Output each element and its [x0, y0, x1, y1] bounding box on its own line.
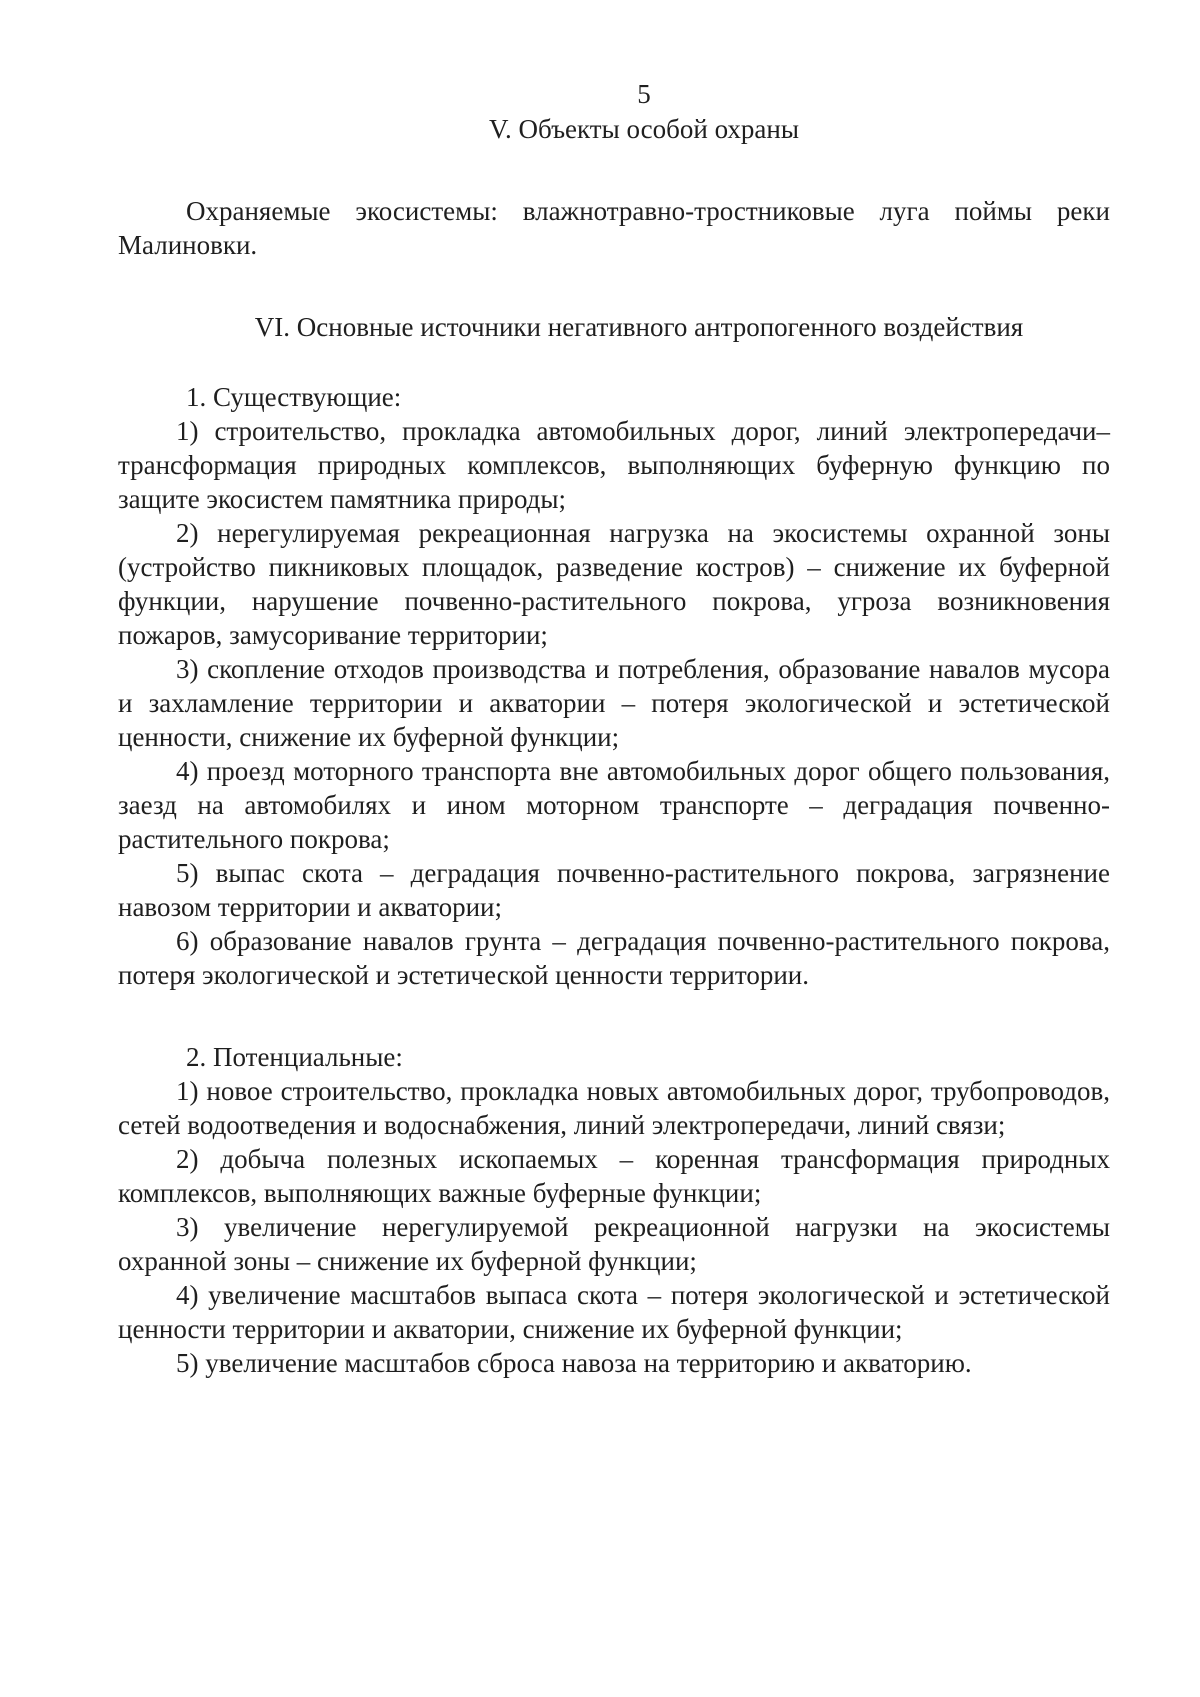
spacer — [118, 146, 1110, 194]
potential-item-2: 2) добыча полезных ископаемых – коренная трансформация природных комплексов, выполняющих важные буферные функции; — [118, 1144, 1110, 1208]
section-5-heading: V. Объекты особой охраны — [489, 114, 799, 144]
page-number: 5 — [637, 79, 651, 109]
potential-item-1: 1) новое строительство, прокладка новых автомобильных дорог, трубопроводов, сетей водоотведения и водоснабжения, линий электропередачи, линий связи; — [118, 1076, 1110, 1140]
spacer — [118, 262, 1110, 310]
existing-item-4: 4) проезд моторного транспорта вне автомобильных дорог общего пользования, заезд на автомобилях и ином моторном транспорте – деградация почвенно-растительного покрова; — [118, 756, 1110, 854]
spacer — [118, 992, 1110, 1040]
existing-item-2: 2) нерегулируемая рекреационная нагрузка на экосистемы охранной зоны (устройство пикниковых площадок, разведение костров) – снижение их буферной функции, нарушение почвенно-растительного покрова, угроза возникновения пожаров, замусоривание территории; — [118, 518, 1110, 650]
existing-item-1: 1) строительство, прокладка автомобильных дорог, линий электропередачи– трансформация природных комплексов, выполняющих буферную функцию по защите экосистем памятника природы; — [118, 416, 1110, 514]
existing-item-3: 3) скопление отходов производства и потребления, образование навалов мусора и захламление территории и акватории – потеря экологической и эстетической ценности, снижение их буферной функции; — [118, 654, 1110, 752]
section-6-heading: VI. Основные источники негативного антропогенного воздействия — [254, 312, 1024, 342]
existing-item-6: 6) образование навалов грунта – деградация почвенно-растительного покрова, потеря экологической и эстетической ценности территории. — [118, 926, 1110, 990]
potential-item-4: 4) увеличение масштабов выпаса скота – потеря экологической и эстетической ценности территории и акватории, снижение их буферной функции; — [118, 1280, 1110, 1344]
potential-item-3: 3) увеличение нерегулируемой рекреационной нагрузки на экосистемы охранной зоны – снижение их буферной функции; — [118, 1212, 1110, 1276]
potential-item-5: 5) увеличение масштабов сброса навоза на территорию и акваторию. — [176, 1348, 972, 1378]
spacer — [118, 344, 1110, 380]
potential-sources-title: 2. Потенциальные: — [186, 1042, 403, 1072]
protected-ecosystems-paragraph: Охраняемые экосистемы: влажнотравно-тростниковые луга поймы реки Малиновки. — [118, 196, 1110, 260]
existing-item-5: 5) выпас скота – деградация почвенно-растительного покрова, загрязнение навозом территории и акватории; — [118, 858, 1110, 922]
existing-sources-title: 1. Существующие: — [186, 382, 402, 412]
